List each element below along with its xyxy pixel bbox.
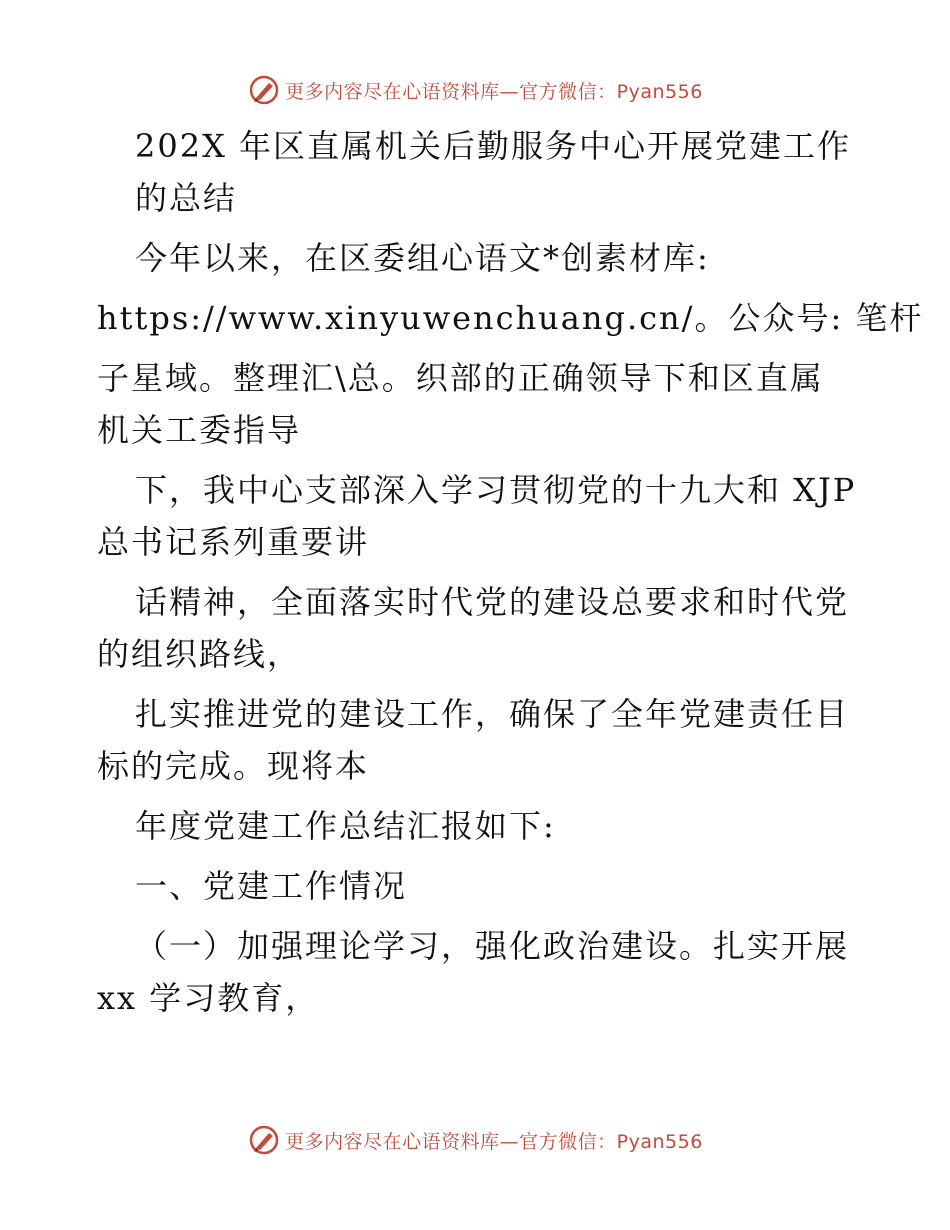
paragraph-line: https://www.xinyuwenchuang.cn/。公众号: 笔杆	[97, 299, 924, 337]
header-watermark-banner	[0, 70, 950, 110]
paragraph-line: 今年以来，在区委组心语文*创素材库:	[135, 239, 710, 277]
paragraph-line: 总书记系列重要讲	[97, 523, 370, 561]
paragraph-line: 机关工委指导	[97, 411, 302, 449]
header-watermark-text: 更多内容尽在心语资料库—官方微信：Pyan556	[285, 80, 703, 103]
footer-watermark-text: 更多内容尽在心语资料库—官方微信：Pyan556	[285, 1130, 703, 1153]
pen-logo-icon	[247, 73, 281, 107]
paragraph-line: 扎实推进党的建设工作，确保了全年党建责任目	[135, 695, 850, 733]
document-body	[97, 120, 924, 1024]
paragraph-line: 下，我中心支部深入学习贯彻党的十九大和 XJP	[135, 471, 857, 509]
pen-logo-icon	[247, 1123, 281, 1157]
section-heading: 一、党建工作情况	[135, 867, 408, 905]
title-line-1: 202X 年区直属机关后勤服务中心开展党建工作	[135, 127, 852, 165]
paragraph-line: xx 学习教育，	[97, 979, 320, 1017]
paragraph-line: 的组织路线，	[97, 635, 302, 673]
paragraph-line: 标的完成。现将本	[97, 747, 370, 785]
paragraph-line: 年度党建工作总结汇报如下:	[135, 807, 556, 845]
subsection-line: （一）加强理论学习，强化政治建设。扎实开展	[135, 927, 850, 965]
title-line-2: 的总结	[135, 179, 238, 217]
footer-watermark-banner	[0, 1120, 950, 1160]
paragraph-line: 子星域。整理汇\总。织部的正确领导下和区直属	[97, 359, 824, 397]
paragraph-line: 话精神，全面落实时代党的建设总要求和时代党	[135, 583, 850, 621]
